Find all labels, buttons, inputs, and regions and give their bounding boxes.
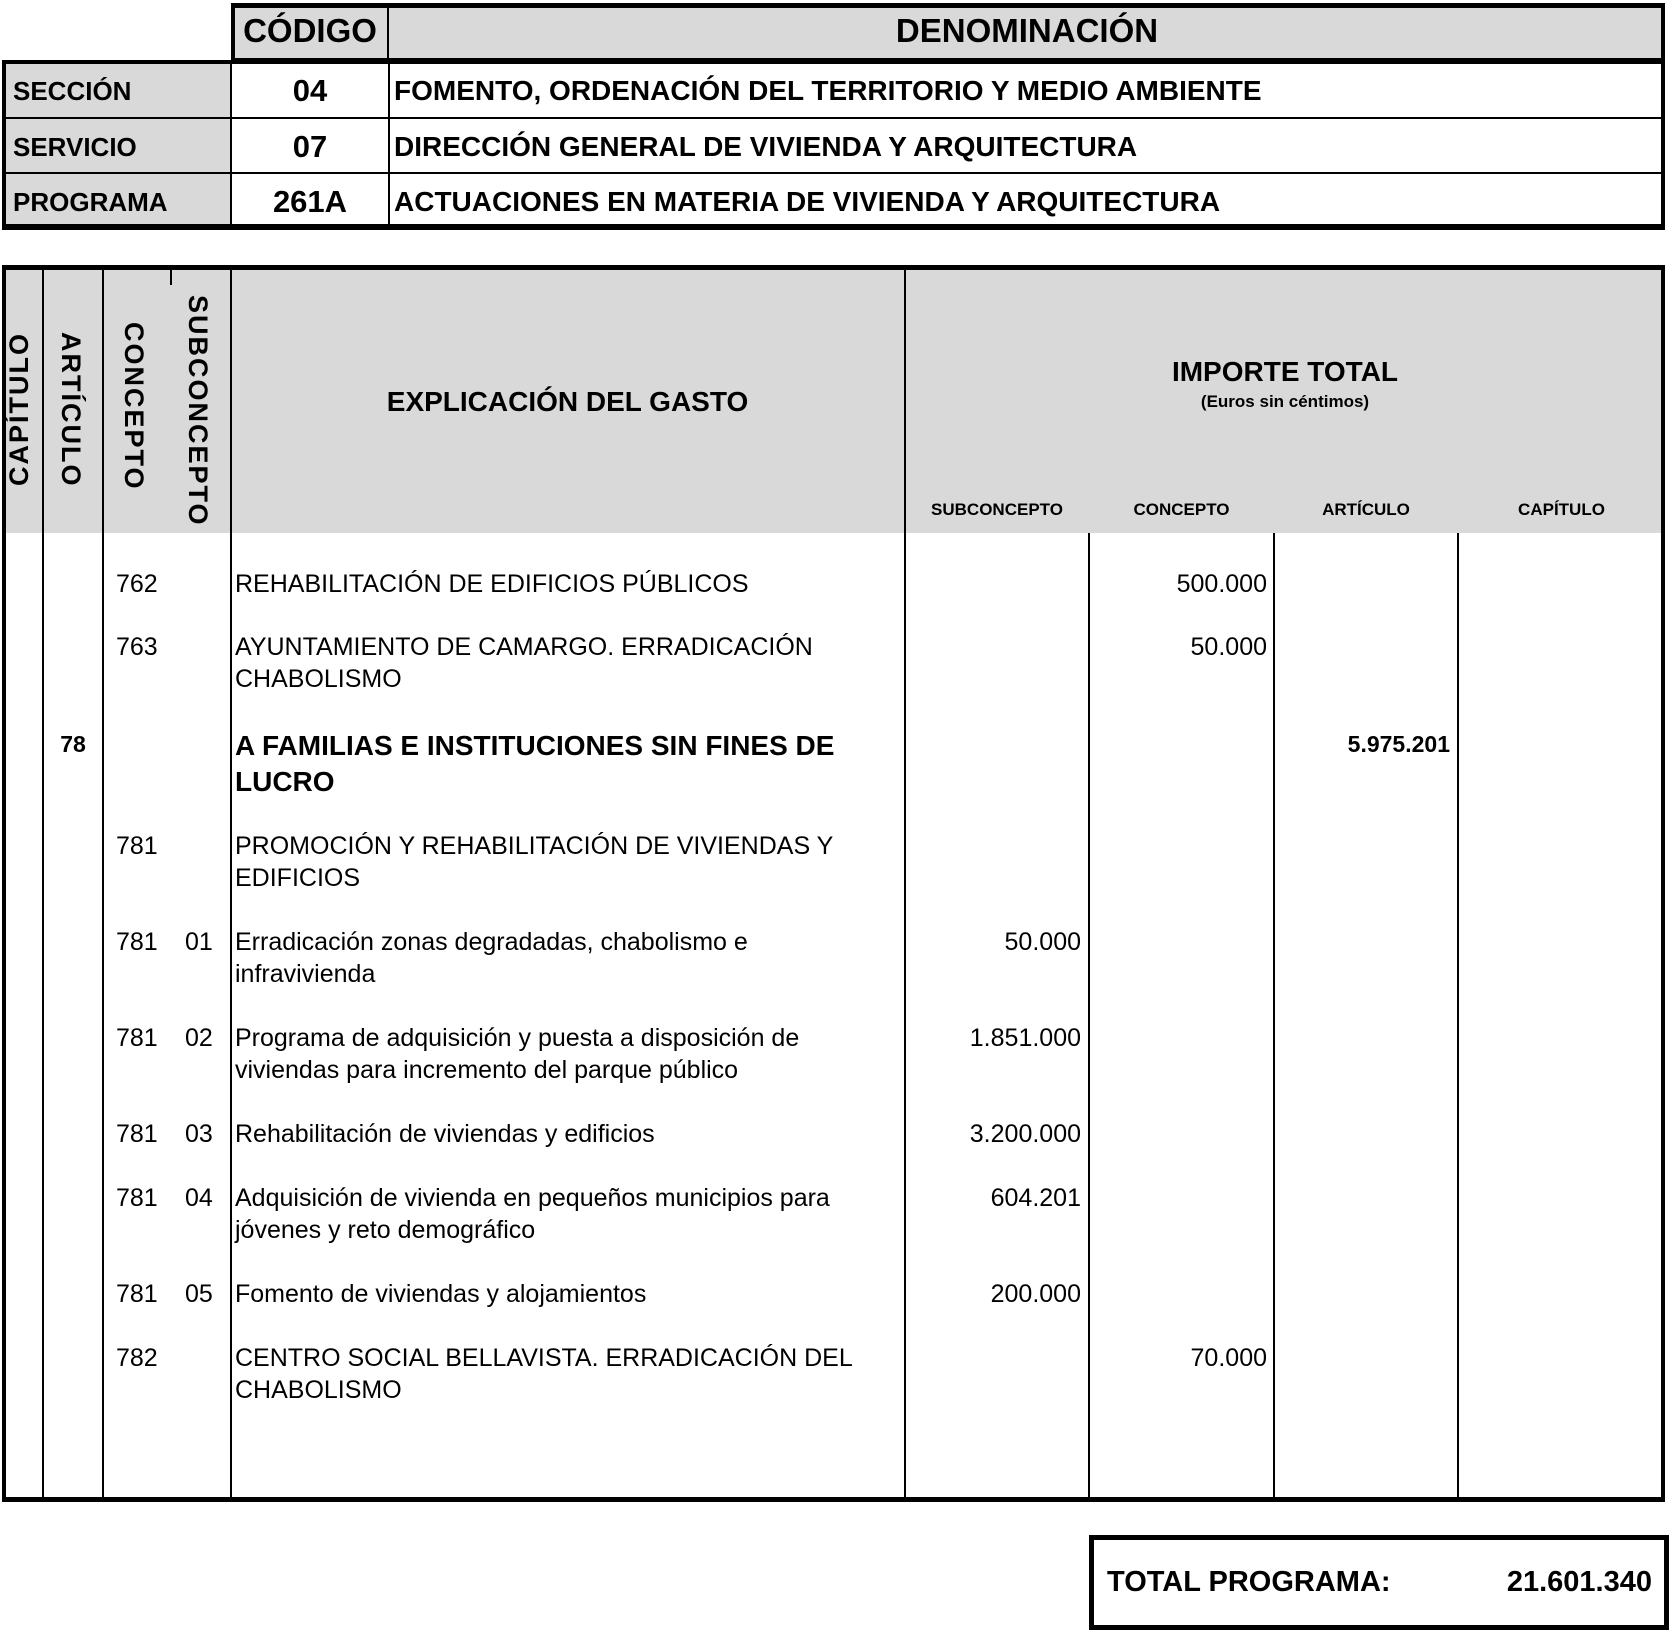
explanation-cell: A FAMILIAS E INSTITUCIONES SIN FINES DE LUCRO — [235, 730, 835, 797]
total-label: TOTAL PROGRAMA: — [1107, 1566, 1391, 1598]
divider — [1457, 533, 1459, 1502]
code-header-label: CÓDIGO — [243, 12, 377, 49]
program-name: ACTUACIONES EN MATERIA DE VIVIENDA Y ARQUITECTURA — [394, 186, 1221, 217]
subconcepto-cell: 03 — [185, 1120, 213, 1148]
articulo-cell: 78 — [60, 731, 86, 757]
section-label: SECCIÓN — [13, 76, 132, 106]
concepto-cell: 763 — [116, 633, 158, 661]
concepto-cell: 781 — [116, 928, 158, 956]
subconcepto-amount: 3.200.000 — [969, 1120, 1081, 1148]
explanation-cell: Erradicación zonas degradadas, chabolismo e infravivienda — [235, 928, 748, 988]
header-importe-subtitle: (Euros sin céntimos) — [1200, 392, 1370, 411]
program-code: 261A — [272, 184, 348, 219]
divider — [1273, 533, 1275, 1502]
concepto-cell: 781 — [116, 1120, 158, 1148]
subheader-articulo: ARTÍCULO — [1322, 500, 1410, 519]
concepto-cell: 762 — [116, 570, 158, 598]
explanation-cell: Programa de adquisición y puesta a disposición de viviendas para incremento del parque público — [235, 1024, 800, 1084]
header-subconcepto: SUBCONCEPTO — [183, 295, 213, 527]
header-capitulo: CAPÍTULO — [4, 332, 34, 486]
divider — [170, 265, 172, 285]
subconcepto-cell: 04 — [185, 1184, 213, 1212]
subconcepto-amount: 50.000 — [1004, 928, 1081, 956]
concepto-amount: 70.000 — [1190, 1344, 1267, 1372]
subconcepto-amount: 604.201 — [990, 1184, 1081, 1212]
articulo-amount: 5.975.201 — [1347, 731, 1450, 757]
concepto-cell: 781 — [116, 1024, 158, 1052]
service-code: 07 — [292, 129, 328, 164]
service-label: SERVICIO — [13, 132, 137, 162]
section-name: FOMENTO, ORDENACIÓN DEL TERRITORIO Y MEDIO AMBIENTE — [394, 75, 1262, 106]
divider — [230, 265, 232, 1502]
concepto-amount: 500.000 — [1176, 570, 1267, 598]
concepto-cell: 781 — [116, 1184, 158, 1212]
subheader-concepto: CONCEPTO — [1133, 500, 1230, 519]
explanation-cell: Rehabilitación de viviendas y edificios — [235, 1120, 655, 1148]
subheader-capitulo: CAPÍTULO — [1518, 500, 1605, 519]
explanation-cell: CENTRO SOCIAL BELLAVISTA. ERRADICACIÓN DEL CHABOLISMO — [235, 1344, 852, 1404]
concepto-cell: 781 — [116, 832, 158, 860]
subconcepto-amount: 200.000 — [990, 1280, 1081, 1308]
subheader-subconcepto: SUBCONCEPTO — [931, 500, 1063, 519]
subconcepto-cell: 05 — [185, 1280, 213, 1308]
explanation-cell: AYUNTAMIENTO DE CAMARGO. ERRADICACIÓN CHABOLISMO — [235, 633, 813, 693]
denomination-header-label: DENOMINACIÓN — [895, 12, 1159, 49]
explanation-cell: REHABILITACIÓN DE EDIFICIOS PÚBLICOS — [235, 570, 749, 598]
explanation-cell: Adquisición de vivienda en pequeños municipios para jóvenes y reto demográfico — [235, 1184, 830, 1244]
divider — [102, 265, 104, 1502]
concepto-cell: 782 — [116, 1344, 158, 1372]
header-articulo: ARTÍCULO — [56, 332, 86, 488]
divider — [42, 265, 44, 1502]
concepto-cell: 781 — [116, 1280, 158, 1308]
concepto-amount: 50.000 — [1190, 633, 1267, 661]
subconcepto-amount: 1.851.000 — [969, 1024, 1081, 1052]
header-explicacion: EXPLICACIÓN DEL GASTO — [386, 386, 749, 417]
header-importe-title: IMPORTE TOTAL — [1171, 356, 1399, 387]
divider — [904, 265, 906, 1502]
total-value: 21.601.340 — [1506, 1566, 1652, 1598]
service-name: DIRECCIÓN GENERAL DE VIVIENDA Y ARQUITECTURA — [394, 131, 1138, 162]
divider — [2, 172, 1665, 174]
divider — [2, 117, 1665, 119]
section-code: 04 — [292, 73, 328, 108]
explanation-cell: PROMOCIÓN Y REHABILITACIÓN DE VIVIENDAS Y EDIFICIOS — [235, 832, 833, 892]
subconcepto-cell: 02 — [185, 1024, 213, 1052]
explanation-cell: Fomento de viviendas y alojamientos — [235, 1280, 647, 1308]
header-concepto: CONCEPTO — [119, 322, 149, 491]
program-label: PROGRAMA — [13, 187, 168, 217]
subconcepto-cell: 01 — [185, 928, 213, 956]
